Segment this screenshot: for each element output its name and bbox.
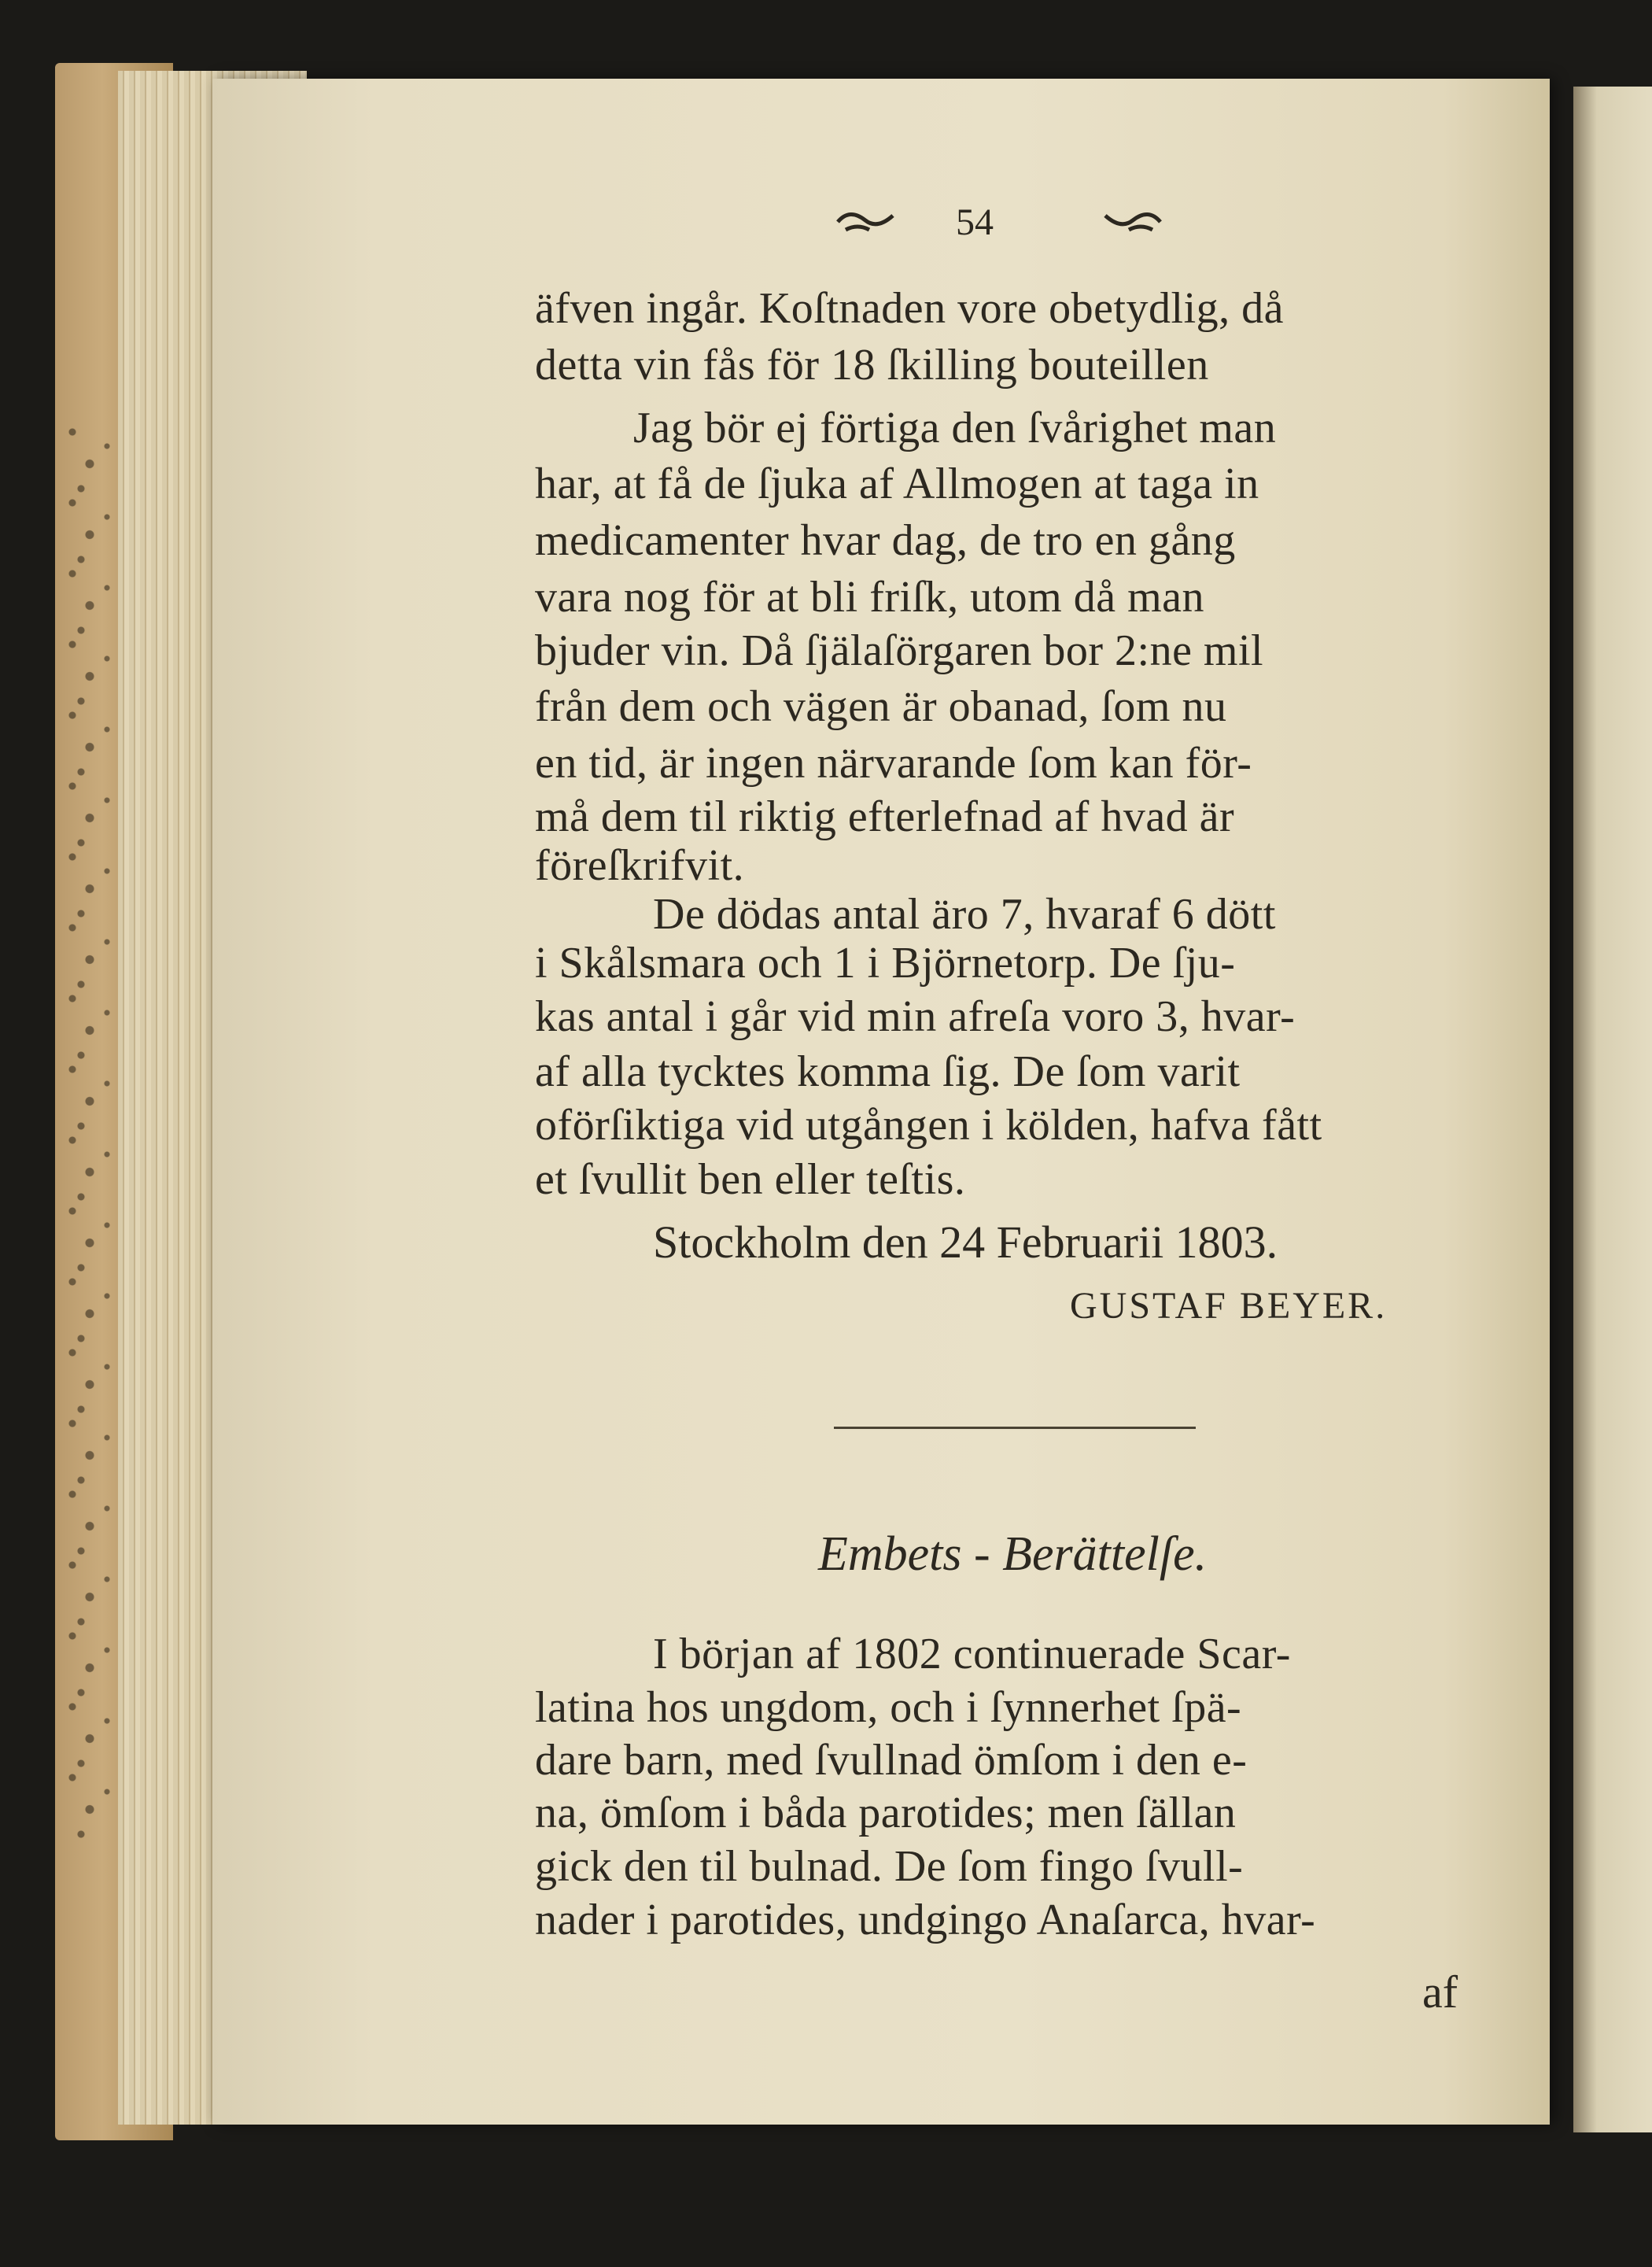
text-line: dare barn, med ſvullnad ömſom i den e- bbox=[535, 1736, 1248, 1785]
left-ornament-icon bbox=[834, 206, 897, 238]
text-line: De dödas antal äro 7, hvaraf 6 dött bbox=[653, 890, 1276, 939]
text-line: et ſvullit ben eller teſtis. bbox=[535, 1155, 966, 1204]
right-ornament-icon bbox=[1101, 206, 1164, 238]
signature: GUSTAF BEYER. bbox=[1070, 1285, 1388, 1327]
text-line: från dem och vägen är obanad, ſom nu bbox=[535, 682, 1227, 731]
text-line: gick den til bulnad. De ſom fingo ſvull- bbox=[535, 1842, 1244, 1891]
text-line: bjuder vin. Då ſjälaſörgaren bor 2:ne mil bbox=[535, 626, 1264, 675]
text-line: detta vin fås för 18 ſkilling bouteillen bbox=[535, 341, 1209, 390]
text-line: nader i parotides, undgingo Anaſarca, hvar- bbox=[535, 1896, 1316, 1944]
text-line: medicamenter hvar dag, de tro en gång bbox=[535, 516, 1236, 565]
text-line: en tid, är ingen närvarande ſom kan för- bbox=[535, 739, 1252, 788]
text-line: oförſiktiga vid utgången i kölden, hafva fått bbox=[535, 1101, 1322, 1150]
date-line: Stockholm den 24 Februarii 1803. bbox=[653, 1217, 1278, 1268]
text-line: na, ömſom i båda parotides; men ſällan bbox=[535, 1789, 1237, 1837]
text-line: föreſkrifvit. bbox=[535, 841, 745, 890]
text-line: i Skålsmara och 1 i Björnetorp. De ſju- bbox=[535, 939, 1236, 988]
text-line: äfven ingår. Koſtnaden vore obetydlig, då bbox=[535, 284, 1284, 333]
text-line: kas antal i går vid min afreſa voro 3, hvar- bbox=[535, 992, 1296, 1041]
text-line: af alla tycktes komma ſig. De ſom varit bbox=[535, 1047, 1241, 1096]
text-line: latina hos ungdom, och i ſynnerhet ſpä- bbox=[535, 1683, 1242, 1732]
catch-word: af bbox=[1422, 1966, 1458, 2018]
text-line: har, at få de ſjuka af Allmogen at taga in bbox=[535, 460, 1259, 508]
page-number: 54 bbox=[956, 201, 994, 243]
text-line: I början af 1802 continuerade Scar- bbox=[653, 1630, 1291, 1678]
text-line: vara nog för at bli friſk, utom då man bbox=[535, 573, 1204, 622]
facing-page-edge bbox=[1573, 87, 1652, 2132]
section-title: Embets - Berättelſe. bbox=[818, 1527, 1208, 1581]
text-line: må dem til riktig efterlefnad af hvad är bbox=[535, 792, 1235, 841]
text-line: Jag bör ej förtiga den ſvårighet man bbox=[633, 404, 1277, 452]
section-divider bbox=[834, 1427, 1196, 1429]
